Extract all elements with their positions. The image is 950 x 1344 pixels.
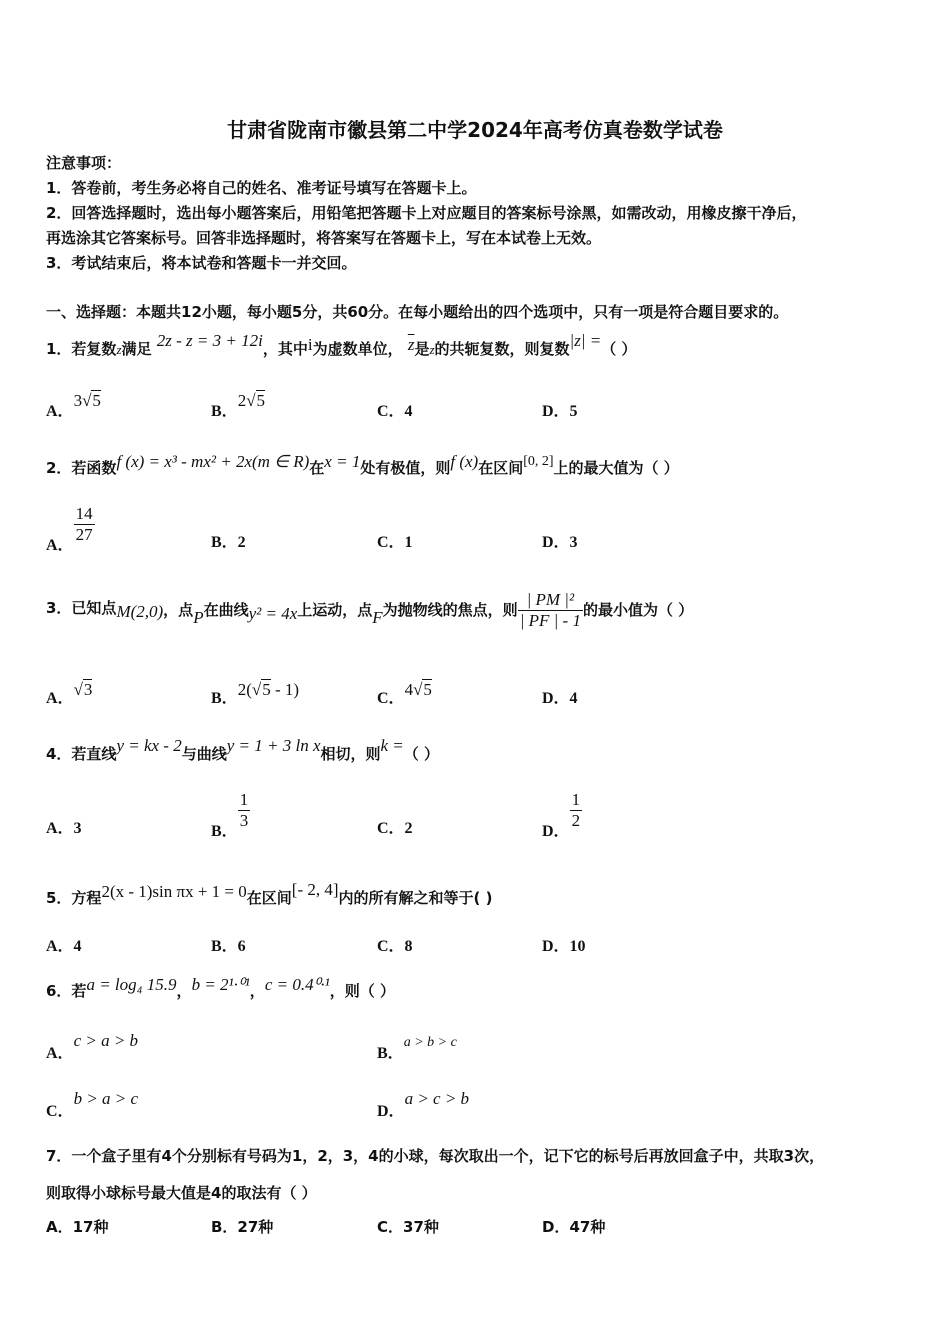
page-title: 甘肃省陇南市徽县第二中学2024年高考仿真卷数学试卷 xyxy=(227,118,723,142)
q5-option-c: C．8 xyxy=(377,938,413,955)
q3-option-b: B．2(√5 - 1) xyxy=(211,680,300,707)
q7-option-c: C．37种 xyxy=(377,1218,439,1236)
notice-item: 2．回答选择题时，选出每小题答案后，用铅笔把答题卡上对应题目的答案标号涂黑，如需改动，用橡皮擦干净后， xyxy=(46,204,807,222)
q4-option-c: C．2 xyxy=(377,820,413,837)
notice-item: 再选涂其它答案标号。回答非选择题时，将答案写在答题卡上，写在本试卷上无效。 xyxy=(46,229,602,247)
q6-option-b: B．a > b > c xyxy=(377,1035,457,1062)
notice-heading: 注意事项： xyxy=(46,154,122,172)
q7-option-d: D．47种 xyxy=(542,1218,606,1236)
q5-option-a: A．4 xyxy=(46,938,82,955)
question-2: 2．若函数f (x) = x³ - mx² + 2x(m ∈ R)在x = 1处有极值，则f (x)在区间[0, 2]上的最大值为（ ） xyxy=(46,452,679,477)
q2-option-c: C．1 xyxy=(377,534,413,551)
q5-option-d: D．10 xyxy=(542,938,586,955)
question-6: 6．若a = log₄ 15.9，b = 2¹·⁰¹，c = 0.4⁰·¹，则（ ） xyxy=(46,975,395,1000)
q7-option-a: A．17种 xyxy=(46,1218,109,1236)
q4-option-d: D． $\frac{1}{2}$ xyxy=(542,790,581,841)
q7-option-b: B．27种 xyxy=(211,1218,274,1236)
q6-option-d: D．a > c > b xyxy=(377,1089,470,1120)
q3-option-c: C．4√5 xyxy=(377,680,432,707)
q2-function: f (x) = x³ - mx² + 2x(m ∈ R) xyxy=(116,452,310,471)
question-7-line-1: 7．一个盒子里有4个分别标有号码为1，2，3，4的小球，每次取出一个，记下它的标号后再放回盒子中，共取3次， xyxy=(46,1147,825,1165)
q6-option-a: A．c > a > b xyxy=(46,1031,139,1062)
q4-option-a: A．3 xyxy=(46,820,82,837)
q3-option-d: D．4 xyxy=(542,690,578,707)
question-7-line-2: 则取得小球标号最大值是4的取法有（ ） xyxy=(46,1184,317,1202)
q1-option-d: D．5 xyxy=(542,403,578,420)
notice-item: 1．答卷前，考生务必将自己的姓名、准考证号填写在答题卡上。 xyxy=(46,179,477,197)
question-4: 4．若直线y = kx - 2与曲线y = 1 + 3 ln x相切，则k =（ ） xyxy=(46,736,440,763)
q5-option-b: B．6 xyxy=(211,938,246,955)
q4-option-b: B． $\frac{1}{3}$ xyxy=(211,790,249,841)
q1-option-b: B．2√5 xyxy=(211,391,266,420)
q2-option-d: D．3 xyxy=(542,534,578,551)
q3-option-a: A．√3 xyxy=(46,680,93,707)
q2-option-a: A． $\frac{14}{27}$ xyxy=(46,504,93,555)
question-3: 3．已知点M(2,0)，点P在曲线y² = 4x上运动，点F为抛物线的焦点，则 $\frac{\text{| PM |²}}{| PF | - 1}$ 的最小值为（ ） xyxy=(46,590,694,630)
question-5: 5．方程2(x - 1)sin πx + 1 = 0在区间[- 2, 4]内的所有解之和等于( ) xyxy=(46,880,493,907)
q1-option-c: C．4 xyxy=(377,403,413,420)
q6-option-c: C．b > a > c xyxy=(46,1089,139,1120)
q2-option-b: B．2 xyxy=(211,534,246,551)
q1-equation: 2z - z = 3 + 12i xyxy=(156,331,263,350)
q1-option-a: A．3√5 xyxy=(46,391,101,420)
question-1: 1．若复数z满足 2z - z = 3 + 12i，其中i为虚数单位， $\overline{z}$是z的共轭复数，则复数|z| =（ ） xyxy=(46,331,637,358)
section-header: 一、选择题：本题共12小题，每小题5分，共60分。在每小题给出的四个选项中，只有一项是符合题目要求的。 xyxy=(46,303,789,321)
notice-item: 3．考试结束后，将本试卷和答题卡一并交回。 xyxy=(46,254,357,272)
